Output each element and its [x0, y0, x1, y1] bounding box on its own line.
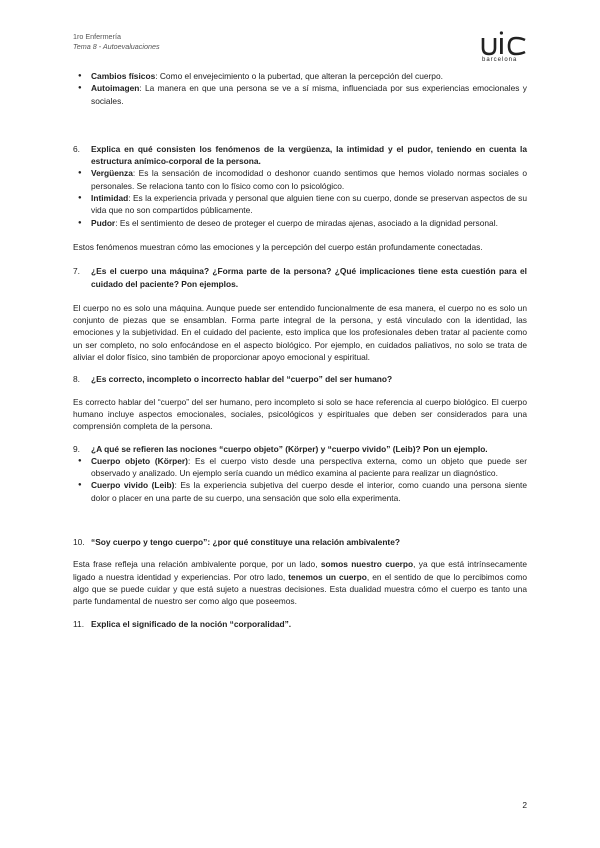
document-header — [73, 32, 160, 52]
question-10: 10. “Soy cuerpo y tengo cuerpo”: ¿por qué constituye una relación ambivalente? — [73, 537, 400, 548]
document-body — [73, 70, 527, 630]
q8-answer: Es correcto hablar del “cuerpo” del ser humano, pero incompleto si solo se hace referencia al cuerpo biológico. El cuerpo humano incluye aspectos emocionales, sociales, psicológicos y espirituales que deben ser considerados para una comprensión completa de la persona. — [73, 396, 527, 432]
course-label: 1ro Enfermería — [73, 32, 121, 41]
page-number: 2 — [522, 800, 527, 810]
list-item: ● Intimidad: Es la experiencia privada y personal que alguien tiene con su cuerpo, donde se preservan aspectos de su vida que no son compartidos públicamente. — [91, 192, 527, 217]
question-6: 6. Explica en qué consisten los fenómenos de la vergüenza, la intimidad y el pudor, teniendo en cuenta la estructura anímico-corporal de la persona. — [73, 143, 527, 167]
q7-answer: El cuerpo no es solo una máquina. Aunque puede ser entendido funcionalmente de esa manera, el cuerpo no es solo un conjunto de piezas que se ensamblan. Forma parte integral de la persona, y está vinculado con la identidad, las emociones y la subjetividad. En el cuidado del paciente, esto implica que los profesionales deben tratar al paciente como un ser completo, no solo enfocándose en el aspecto biológico. Por ejemplo, en cuidados paliativos, no solo se trata de aliviar el dolor físico, sino también de proporcionar apoyo emocional y espiritual. — [73, 302, 527, 363]
q10-answer: Esta frase refleja una relación ambivalente porque, por un lado, somos nuestro cuerpo, ya que está intrínsecamente ligado a nuestra identidad y experiencias. Por otro lado, tenemos un cuerpo, en el sentido de que lo percibimos como algo que se puede cuidar y que está sujeto a nuestras decisiones. Esta dualidad muestra cómo el cuerpo es tanto una parte fundamental de nuestro ser como algo que poseemos. — [73, 559, 528, 607]
question-7: 7. ¿Es el cuerpo una máquina? ¿Forma parte de la persona? ¿Qué implicaciones tiene esta cuestión para el cuidado del paciente? Pon ejemplos. — [73, 266, 527, 289]
list-item: ● Autoimagen: La manera en que una persona se ve a sí misma, influenciada por sus experiencias emocionales y sociales. — [91, 82, 527, 107]
question-9: 9. ¿A qué se refieren las nociones “cuerpo objeto” (Körper) y “cuerpo vivido” (Leib)? Pon un ejemplo. — [73, 443, 488, 454]
list-item: ● Vergüenza: Es la sensación de incomodidad o deshonor cuando sentimos que hemos violado normas sociales o personales. Se relaciona tanto con lo físico como con lo psicológico. — [91, 167, 527, 192]
list-item: ● Cuerpo objeto (Körper): Es el cuerpo visto desde una perspectiva externa, como un objeto que puede ser observado y analizado. Un ejemplo sería cuando un médico examina al paciente para realizar un diagnóstico. — [91, 455, 527, 480]
list-item: ● Cuerpo vivido (Leib): Es la experiencia subjetiva del cuerpo desde el interior, como cuando una persona siente dolor o placer en una parte de su cuerpo, una sensación que solo ella experimenta. — [91, 479, 527, 504]
question-8: 8. ¿Es correcto, incompleto o incorrecto hablar del “cuerpo” del ser humano? — [73, 374, 393, 385]
bullet-list-q6 — [73, 167, 527, 228]
uic-logo-icon — [481, 30, 527, 56]
list-item: ● Cambios físicos: Como el envejecimiento o la pubertad, que alteran la percepción del cuerpo. — [91, 70, 527, 82]
question-11: 11. Explica el significado de la noción “corporalidad”. — [73, 618, 292, 629]
logo-subtitle: barcelona — [482, 57, 518, 63]
bullet-list-1 — [73, 70, 527, 107]
q6-conclusion: Estos fenómenos muestran cómo las emociones y la percepción del cuerpo están profundamente conectadas. — [73, 241, 483, 252]
list-item: ● Pudor: Es el sentimiento de deseo de proteger el cuerpo de miradas ajenas, asociado a la dignidad personal. — [91, 217, 527, 229]
subject-label: Tema 8 - Autoevaluaciones — [73, 42, 160, 51]
bullet-list-q9 — [73, 455, 527, 504]
